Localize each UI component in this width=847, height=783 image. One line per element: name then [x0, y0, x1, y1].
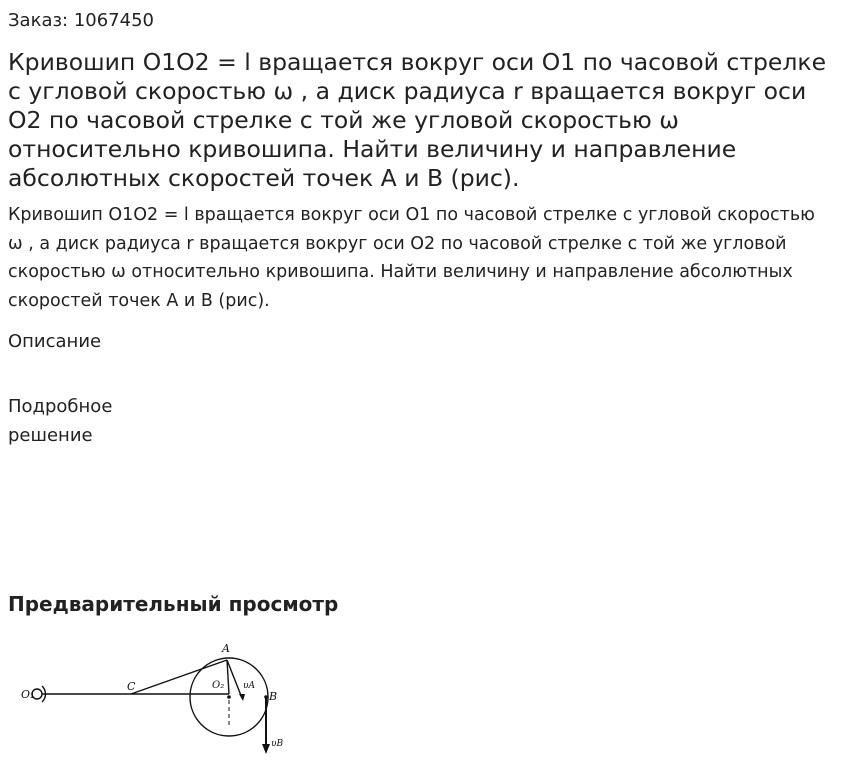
- label-b: B: [269, 690, 278, 703]
- order-number: Заказ: 1067450: [8, 10, 154, 31]
- preview-heading: Предварительный просмотр: [8, 592, 339, 616]
- label-o2: O₂: [212, 680, 225, 691]
- label-va: υA: [243, 681, 255, 691]
- label-c: C: [127, 680, 136, 693]
- solution-label: Подробное решение: [8, 396, 113, 446]
- problem-text: Кривошип O1O2 = l вращается вокруг оси O1 по часовой стрелке с угловой скоростью ω , а диск радиуса r вращается вокруг оси O2 по часовой стрелке с той же угловой скоростью ω относительно кривошипа. Найти величину и направление абсолютных скоростей точек A и B (рис).: [8, 205, 815, 311]
- label-a: A: [222, 642, 230, 655]
- label-vb: υB: [271, 739, 284, 749]
- preview-figure: [15, 636, 305, 766]
- label-o1: O₁: [21, 688, 35, 701]
- description-label: Описание: [8, 331, 102, 352]
- problem-title: Кривошип O1O2 = l вращается вокруг оси O1 по часовой стрелке с угловой скоростью ω , а диск радиуса r вращается вокруг оси O2 по часовой стрелке с той же угловой скоростью ω относительно кривошипа. Найти величину и направление абсолютных скоростей точек A и B (рис).: [8, 48, 827, 192]
